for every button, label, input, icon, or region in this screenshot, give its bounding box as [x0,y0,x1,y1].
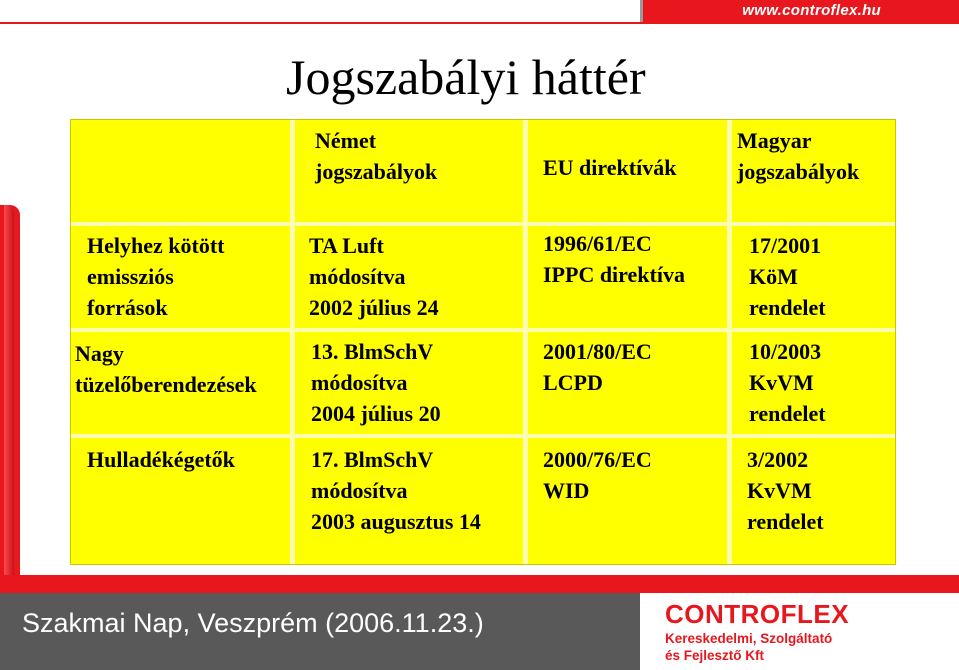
table-divider [727,120,732,564]
column-header-german: Német jogszabályok [315,128,438,184]
column-header-hungarian: Magyar jogszabályok [737,128,860,184]
event-label: Szakmai Nap, Veszprém (2006.11.23.) [22,608,484,638]
bottom-frame-bar [0,575,959,593]
table-cell: 1996/61/EC IPPC direktíva [543,231,685,287]
table-cell: 13. BlmSchV módosítva 2004 július 20 [311,339,441,426]
website-url: www.controflex.hu [742,2,881,19]
table-divider [71,434,895,438]
company-subtitle: Kereskedelmi, Szolgáltató [665,631,833,646]
website-banner [640,0,959,24]
row-label: Helyhez kötött emissziós források [87,233,225,320]
company-subtitle: és Fejlesztő Kft [665,648,765,663]
table-divider [71,328,895,332]
left-frame-bar [0,205,20,590]
row-label: Hulladékégetők [87,447,235,472]
column-header-eu: EU direktívák [543,155,677,180]
row-label: Nagy tüzelőberendezések [75,341,257,397]
table-cell: 2000/76/EC WID [543,447,652,503]
table-cell: 3/2002 KvVM rendelet [747,447,824,534]
table-cell: 2001/80/EC LCPD [543,339,652,395]
company-name: CONTROFLEX [665,599,850,629]
table-cell: TA Luft módosítva 2002 július 24 [309,233,439,320]
table-cell: 10/2003 KvVM rendelet [749,339,826,426]
table-cell: 17/2001 KöM rendelet [749,233,826,320]
table-divider [290,120,295,564]
company-logo [640,593,959,670]
legislation-table [70,119,896,565]
footer-bar [0,593,640,670]
table-divider [71,222,895,226]
table-divider [523,120,528,564]
table-cell: 17. BlmSchV módosítva 2003 augusztus 14 [311,447,481,534]
top-divider [0,22,959,24]
page-title: Jogszabályi háttér [286,49,646,105]
